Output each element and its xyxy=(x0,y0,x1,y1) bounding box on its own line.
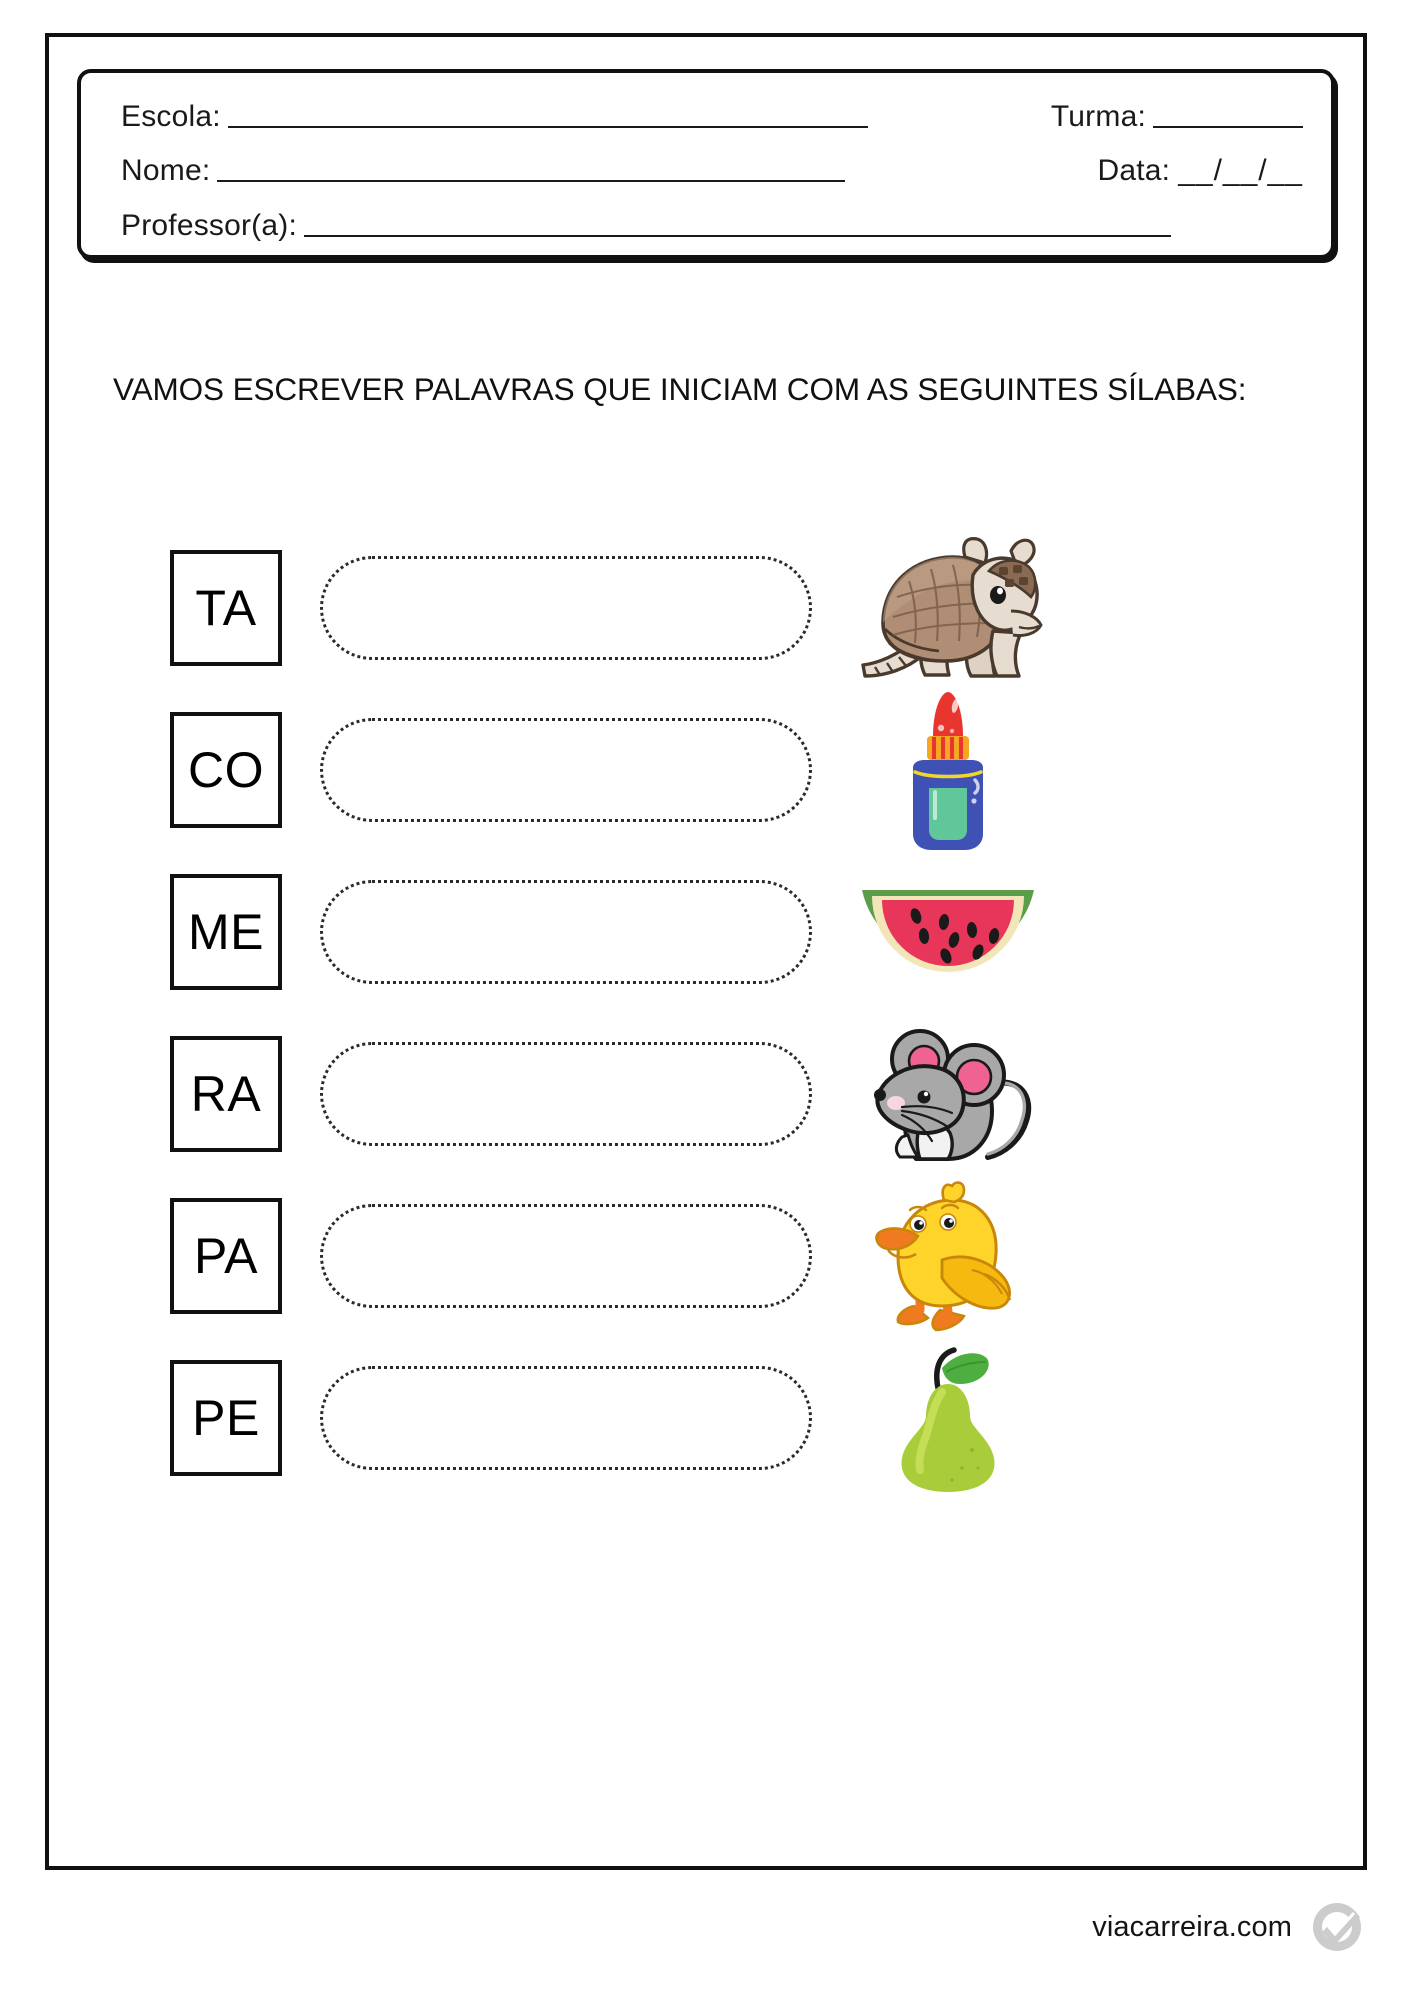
escola-label: Escola: xyxy=(121,99,221,133)
syllable-box-co: CO xyxy=(170,712,282,828)
footer-watermark xyxy=(0,1900,1414,1954)
turma-label: Turma: xyxy=(1050,99,1146,133)
watermelon-slice-illustration xyxy=(848,857,1048,1007)
glue-bottle-illustration xyxy=(848,695,1048,845)
answer-field-pe[interactable] xyxy=(320,1366,812,1470)
answer-field-pa[interactable] xyxy=(320,1204,812,1308)
answer-field-ra[interactable] xyxy=(320,1042,812,1146)
exercise-list xyxy=(45,527,1367,1499)
instruction-text: VAMOS ESCREVER PALAVRAS QUE INICIAM COM AS SEGUINTES SÍLABAS: xyxy=(113,371,1247,407)
escola-input-line[interactable] xyxy=(228,97,868,128)
student-info-box xyxy=(77,69,1335,259)
date-field-group xyxy=(1098,154,1304,188)
syllable-box-ta: TA xyxy=(170,550,282,666)
exercise-row xyxy=(45,689,1367,851)
info-row-nome-data xyxy=(121,149,1303,188)
duckling-illustration xyxy=(848,1181,1048,1331)
answer-field-ta[interactable] xyxy=(320,556,812,660)
exercise-row xyxy=(45,1175,1367,1337)
syllable-box-pa: PA xyxy=(170,1198,282,1314)
exercise-row xyxy=(45,527,1367,689)
footer-site-text: viacarreira.com xyxy=(1092,1910,1292,1943)
data-label: Data: xyxy=(1097,153,1171,187)
answer-field-me[interactable] xyxy=(320,880,812,984)
exercise-row xyxy=(45,1337,1367,1499)
professor-label: Professor(a): xyxy=(121,208,297,242)
data-input-slots[interactable]: __/__/__ xyxy=(1178,153,1303,187)
info-row-escola-turma xyxy=(121,95,1303,134)
exercise-row xyxy=(45,851,1367,1013)
pear-illustration xyxy=(848,1343,1048,1493)
nome-input-line[interactable] xyxy=(217,151,845,182)
info-row-professor xyxy=(121,204,1303,243)
nome-label: Nome: xyxy=(121,153,211,187)
check-circle-logo xyxy=(1310,1900,1364,1954)
exercise-row xyxy=(45,1013,1367,1175)
professor-input-line[interactable] xyxy=(304,206,1171,237)
syllable-box-me: ME xyxy=(170,874,282,990)
answer-field-co[interactable] xyxy=(320,718,812,822)
mouse-illustration xyxy=(848,1019,1048,1169)
turma-input-line[interactable] xyxy=(1153,97,1303,128)
syllable-box-ra: RA xyxy=(170,1036,282,1152)
armadillo-illustration xyxy=(848,533,1048,683)
syllable-box-pe: PE xyxy=(170,1360,282,1476)
